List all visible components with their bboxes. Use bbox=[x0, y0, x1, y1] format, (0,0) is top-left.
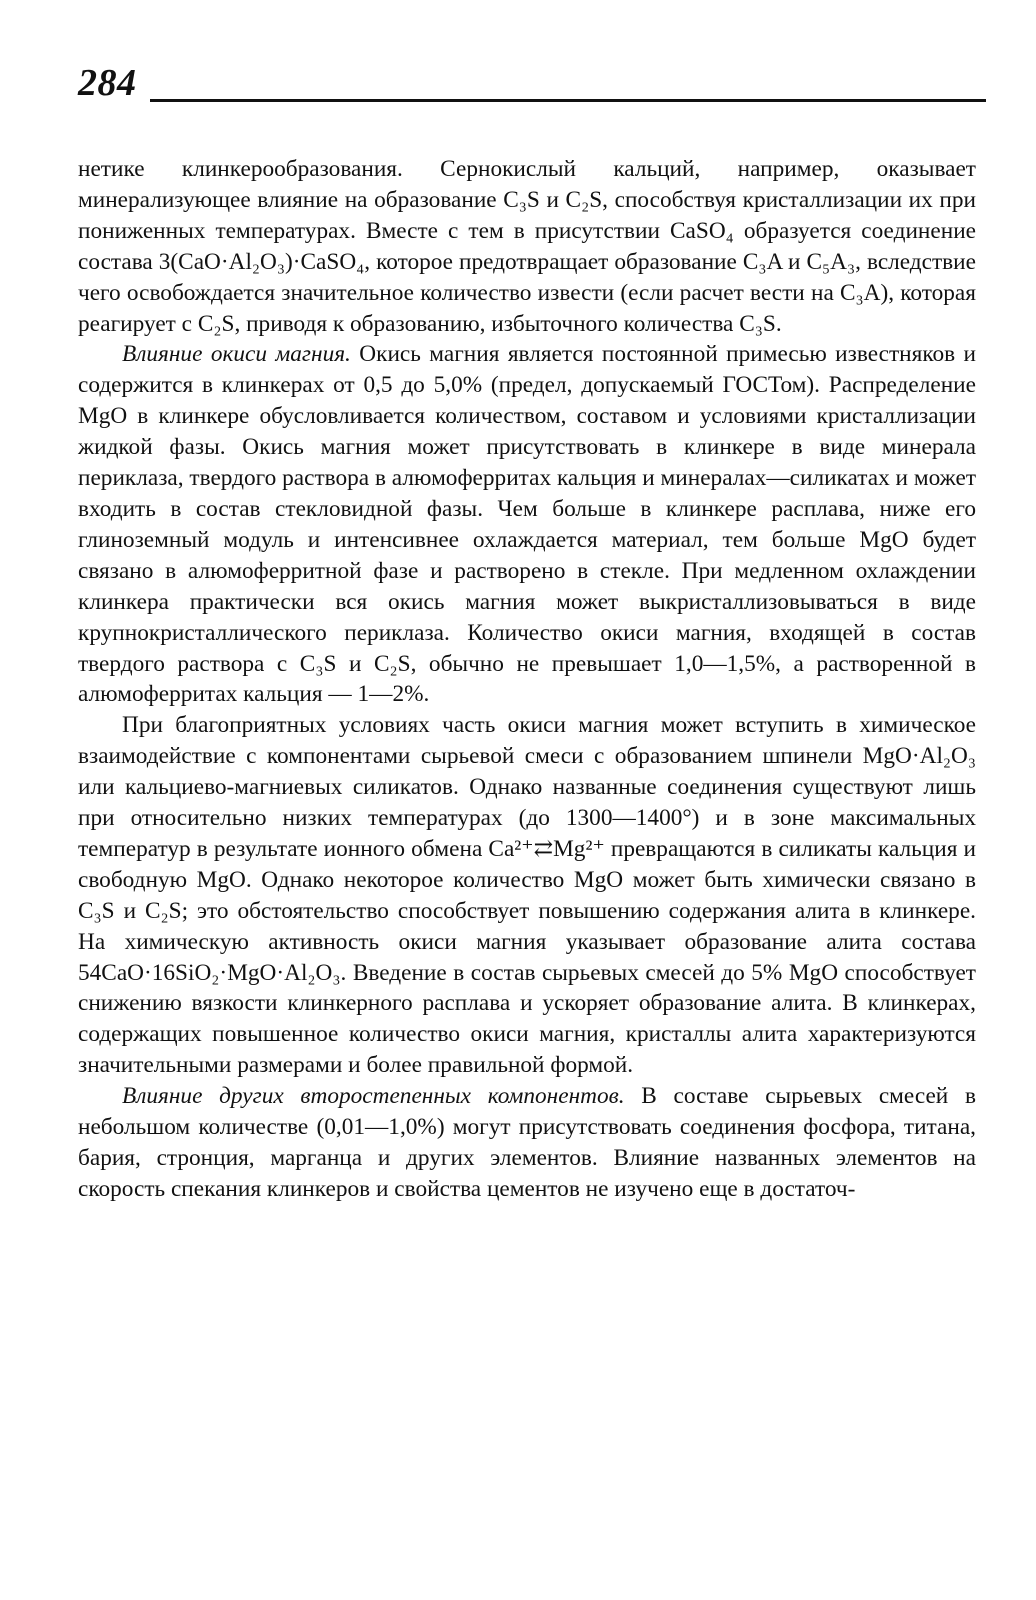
paragraph-text: При благоприятных условиях часть окиси магния может вступить в химическое взаимодействие с компонентами сырьевой смеси с образованием шпинели MgO·Al₂O₃ или кальциево-магниевых силикатов. Однако названные соединения существуют лишь при относительно низких температурах (до 1300—1400°) и в зоне максимальных температур в результате ионного обмена Ca²⁺⇄Mg²⁺ превращаются в силикаты кальция и свободную MgO. Однако некоторое количество MgO может быть химически связано в C₃S и C₂S; это обстоятельство способствует повышению содержания алита в клинкере. На химическую активность окиси магния указывает образование алита состава 54CaO·16SiO₂·MgO·Al₂O₃. Введение в состав сырьевых смесей до 5% MgO способствует снижению вязкости клинкерного расплава и ускоряет образование алита. В клинкерах, содержащих повышенное количество окиси магния, кристаллы алита характеризуются значительными размерами и более правильной формой. bbox=[78, 712, 976, 1079]
book-page bbox=[78, 62, 976, 1205]
header-rule bbox=[150, 99, 986, 102]
page-header bbox=[78, 62, 976, 110]
paragraph-minor-components bbox=[78, 1081, 976, 1205]
run-in-heading: Влияние других второстепенных компонентов. bbox=[122, 1083, 625, 1110]
paragraph-text: Окись магния является постоянной примесью известняков и содержится в клинкерах от 0,5 до 5,0% (предел, допускаемый ГОСТом). Распределение MgO в клинкере обусловливается количеством, составом и условиями кристаллизации жидкой фазы. Окись магния может присутствовать в клинкере в виде минерала периклаза, твердого раствора в алюмоферритах кальция и минералах—силикатах и может входить в состав стекловидной фазы. Чем больше в клинкере расплава, ниже его глиноземный модуль и интенсивнее охлаждается материал, тем больше MgO будет связано в алюмоферритной фазе и растворено в стекле. При медленном охлаждении клинкера практически вся окись магния может выкристаллизовываться в виде крупнокристаллического периклаза. Количество окиси магния, входящей в состав твердого раствора с C₃S и C₂S, обычно не превышает 1,0—1,5%, а растворенной в алюмоферритах кальция — 1—2%. bbox=[78, 341, 976, 708]
paragraph-continuation bbox=[78, 154, 976, 339]
paragraph-text: нетике клинкерообразования. Сернокислый кальций, например, оказывает минерализующее влияние на образование C₃S и C₂S, способствуя кристаллизации их при пониженных температурах. Вместе с тем в присутствии CaSO₄ образуется соединение состава 3(CaO·Al₂O₃)·CaSO₄, которое предотвращает образование C₃A и C₅A₃, вследствие чего освобождается значительное количество извести (если расчет вести на C₃A), которая реагирует с C₂S, приводя к образованию, избыточного количества C₃S. bbox=[78, 156, 976, 337]
paragraph-text: В составе сырьевых смесей в небольшом количестве (0,01—1,0%) могут присутствовать соединения фосфора, титана, бария, стронция, марганца и других элементов. Влияние названных элементов на скорость спекания клинкеров и свойства цементов не изучено еще в достаточ- bbox=[78, 1083, 977, 1202]
paragraph-magnesium-oxide bbox=[78, 339, 976, 710]
run-in-heading: Влияние окиси магния. bbox=[122, 341, 351, 368]
paragraph-spinel bbox=[78, 710, 976, 1081]
body-text bbox=[78, 154, 976, 1205]
page-number: 284 bbox=[78, 62, 137, 104]
